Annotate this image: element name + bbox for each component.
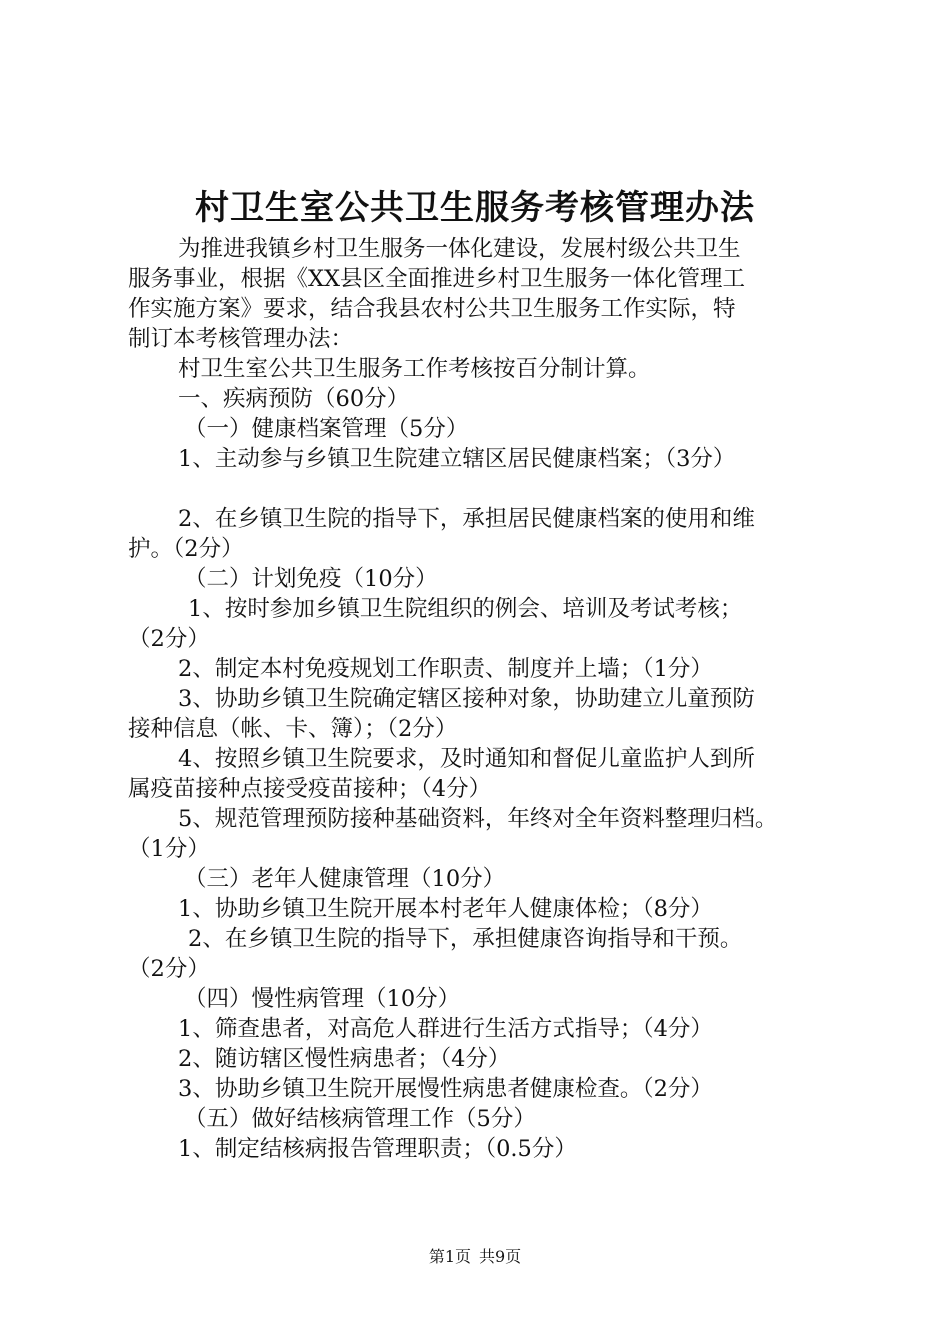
paragraph-line: 制订本考核管理办法： [128,326,354,352]
list-item: 5、规范管理预防接种基础资料，年终对全年资料整理归档。 [178,806,778,832]
page-footer [0,1246,950,1268]
subsection-heading: （一）健康档案管理（5分） [184,416,469,442]
list-item: 1、协助乡镇卫生院开展本村老年人健康体检；（8分） [178,896,713,922]
document-body [128,234,840,1164]
list-item: 1、制定结核病报告管理职责；（0.5分） [178,1136,577,1162]
subsection-heading: （四）慢性病管理（10分） [184,986,461,1012]
list-item-continuation: （2分） [128,626,210,652]
paragraph-line: 为推进我镇乡村卫生服务一体化建设，发展村级公共卫生 [178,236,741,262]
paragraph-line: 服务事业，根据《XX县区全面推进乡村卫生服务一体化管理工 [128,266,746,292]
list-item: 3、协助乡镇卫生院确定辖区接种对象，协助建立儿童预防 [178,686,755,712]
paragraph-line: 村卫生室公共卫生服务工作考核按百分制计算。 [178,356,651,382]
subsection-heading: （五）做好结核病管理工作（5分） [184,1106,536,1132]
list-item: 2、在乡镇卫生院的指导下，承担居民健康档案的使用和维 [178,506,755,532]
list-item: 1、按时参加乡镇卫生院组织的例会、培训及考试考核； [188,596,743,622]
list-item-continuation: 护。（2分） [128,536,244,562]
list-item: 1、主动参与乡镇卫生院建立辖区居民健康档案；（3分） [178,446,736,472]
document-title: 村卫生室公共卫生服务考核管理办法 [195,188,755,228]
page-number: 第1页 [428,1247,471,1266]
list-item: 2、在乡镇卫生院的指导下，承担健康咨询指导和干预。 [188,926,743,952]
list-item-continuation: （1分） [128,836,210,862]
list-item: 2、随访辖区慢性病患者；（4分） [178,1046,511,1072]
subsection-heading: （三）老年人健康管理（10分） [184,866,506,892]
list-item: 3、协助乡镇卫生院开展慢性病患者健康检查。（2分） [178,1076,713,1102]
list-item: 1、筛查患者，对高危人群进行生活方式指导；（4分） [178,1016,713,1042]
list-item-continuation: （2分） [128,956,210,982]
list-item: 2、制定本村免疫规划工作职责、制度并上墙；（1分） [178,656,713,682]
section-heading: 一、疾病预防（60分） [178,386,410,412]
list-item: 4、按照乡镇卫生院要求，及时通知和督促儿童监护人到所 [178,746,755,772]
page-total: 共9页 [479,1247,522,1266]
blank-line [128,474,840,504]
paragraph-line: 作实施方案》要求，结合我县农村公共卫生服务工作实际，特 [128,296,736,322]
subsection-heading: （二）计划免疫（10分） [184,566,438,592]
list-item-continuation: 接种信息（帐、卡、簿）；（2分） [128,716,458,742]
list-item-continuation: 属疫苗接种点接受疫苗接种；（4分） [128,776,492,802]
